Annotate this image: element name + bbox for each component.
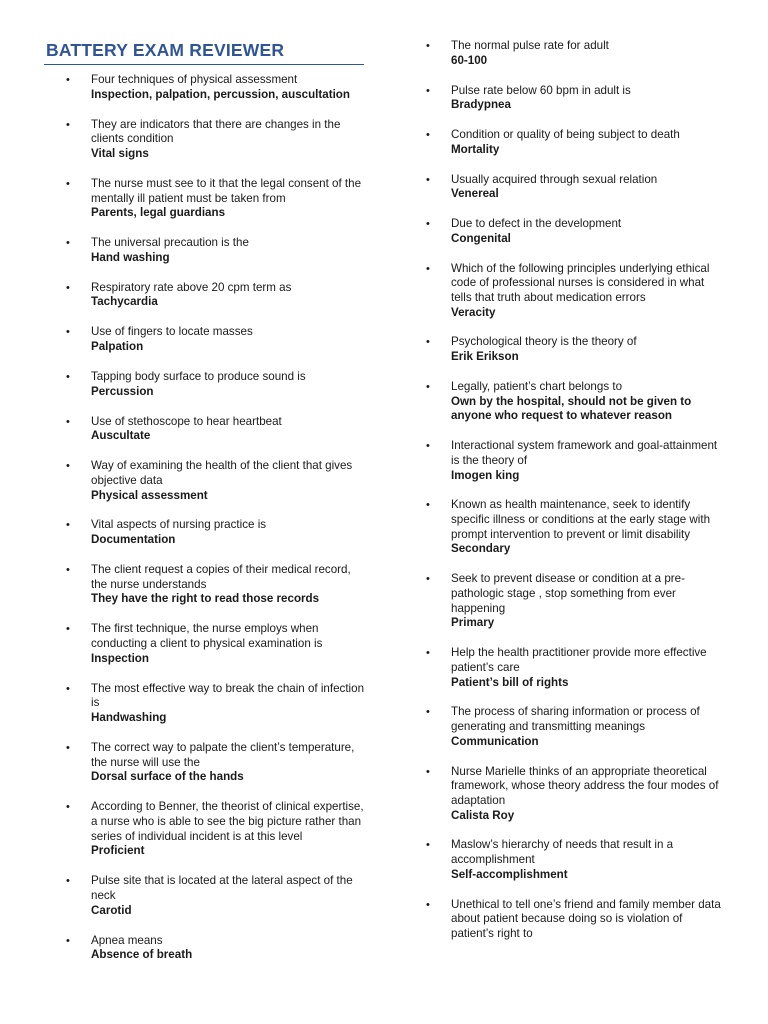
list-item bbox=[66, 118, 366, 162]
bullet-icon: • bbox=[66, 519, 70, 532]
list-item bbox=[426, 498, 726, 557]
question-text: Apnea means bbox=[91, 933, 163, 947]
answer-text: They have the right to read those records bbox=[91, 592, 320, 606]
answer-text: Tachycardia bbox=[91, 295, 158, 309]
bullet-icon: • bbox=[66, 875, 70, 888]
question-text: Known as health maintenance, seek to identify specific illness or conditions at the early stage with prompt intervention to prevent or limit disability bbox=[451, 498, 711, 541]
answer-text: Percussion bbox=[91, 384, 154, 398]
bullet-icon: • bbox=[66, 326, 70, 339]
list-item bbox=[66, 281, 366, 310]
answer-text: Inspection, palpation, percussion, auscultation bbox=[91, 87, 350, 101]
list-item bbox=[66, 518, 366, 547]
bullet-icon: • bbox=[426, 898, 430, 911]
answer-text: Handwashing bbox=[91, 711, 167, 725]
bullet-icon: • bbox=[426, 129, 430, 141]
answer-text: Patient’s bill of rights bbox=[451, 675, 569, 689]
answer-text: Physical assessment bbox=[91, 488, 208, 502]
list-item bbox=[426, 262, 726, 321]
list-item bbox=[66, 73, 366, 102]
list-item bbox=[66, 622, 366, 666]
bullet-icon: • bbox=[426, 499, 430, 512]
list-item bbox=[426, 39, 726, 68]
bullet-icon: • bbox=[66, 415, 70, 428]
list-item bbox=[66, 177, 366, 221]
list-item bbox=[426, 838, 726, 882]
list-item bbox=[426, 898, 726, 942]
list-item bbox=[426, 84, 726, 113]
list-item bbox=[66, 236, 366, 265]
question-text: Usually acquired through sexual relation bbox=[451, 172, 658, 186]
question-text: Respiratory rate above 20 cpm term as bbox=[91, 280, 292, 294]
question-text: Vital aspects of nursing practice is bbox=[91, 518, 267, 532]
answer-text: Secondary bbox=[451, 542, 511, 556]
answer-text: Inspection bbox=[91, 651, 149, 665]
answer-text: Dorsal surface of the hands bbox=[91, 770, 244, 784]
answer-text: Communication bbox=[451, 734, 539, 748]
bullet-icon: • bbox=[426, 573, 430, 586]
question-text: Pulse site that is located at the lateral aspect of the neck bbox=[91, 874, 353, 902]
bullet-icon: • bbox=[426, 84, 430, 97]
answer-text: Vital signs bbox=[91, 147, 149, 160]
bullet-icon: • bbox=[66, 281, 70, 294]
answer-text: Self-accomplishment bbox=[451, 867, 568, 881]
bullet-icon: • bbox=[66, 741, 70, 754]
question-text: The correct way to palpate the client’s temperature, the nurse will use the bbox=[91, 740, 355, 769]
list-item bbox=[66, 800, 366, 859]
bullet-icon: • bbox=[66, 934, 70, 947]
answer-text: Palpation bbox=[91, 340, 144, 354]
list-item bbox=[426, 705, 726, 749]
answer-text: Own by the hospital, should not be given to anyone who request to whatever reason bbox=[451, 394, 692, 423]
question-text: The normal pulse rate for adult bbox=[451, 39, 609, 52]
bullet-icon: • bbox=[66, 564, 70, 577]
answer-text: Veracity bbox=[451, 305, 496, 319]
bullet-icon: • bbox=[426, 765, 430, 778]
bullet-icon: • bbox=[426, 380, 430, 393]
list-item bbox=[426, 128, 726, 157]
answer-text: Bradypnea bbox=[451, 98, 511, 112]
bullet-icon: • bbox=[426, 40, 430, 52]
answer-text: Carotid bbox=[91, 903, 132, 917]
bullet-icon: • bbox=[66, 623, 70, 636]
question-text: Which of the following principles underlying ethical code of professional nurses is considered in what tells that truth about medication errors bbox=[451, 261, 710, 304]
question-text: Way of examining the health of the client that gives objective data bbox=[91, 459, 353, 487]
bullet-icon: • bbox=[426, 706, 430, 719]
bullet-icon: • bbox=[66, 237, 70, 250]
bullet-icon: • bbox=[66, 177, 70, 190]
question-text: According to Benner, the theorist of clinical expertise, a nurse who is able to see the big picture rather than series of individual incident is at this level bbox=[91, 800, 364, 843]
question-text: Unethical to tell one’s friend and family member data about patient because doing so is violation of patient’s right to bbox=[451, 897, 721, 941]
list-item bbox=[66, 682, 366, 726]
left-column-list bbox=[66, 73, 366, 978]
answer-text: Mortality bbox=[451, 142, 500, 156]
question-text: Pulse rate below 60 bpm in adult is bbox=[451, 83, 631, 97]
answer-text: Parents, legal guardians bbox=[91, 206, 226, 220]
bullet-icon: • bbox=[66, 801, 70, 814]
question-text: Use of fingers to locate masses bbox=[91, 325, 253, 339]
right-column-list bbox=[426, 39, 726, 957]
answer-text: Calista Roy bbox=[451, 808, 515, 822]
bullet-icon: • bbox=[66, 74, 70, 86]
answer-text: Auscultate bbox=[91, 429, 151, 443]
question-text: The process of sharing information or process of generating and transmitting meanings bbox=[451, 705, 700, 734]
answer-text: Congenital bbox=[451, 231, 511, 245]
question-text: Four techniques of physical assessment bbox=[91, 73, 298, 86]
answer-text: Proficient bbox=[91, 844, 145, 858]
list-item bbox=[426, 380, 726, 424]
answer-text: Venereal bbox=[451, 187, 499, 201]
answer-text: Hand washing bbox=[91, 250, 170, 264]
question-text: Help the health practitioner provide more effective patient’s care bbox=[451, 646, 707, 674]
bullet-icon: • bbox=[426, 336, 430, 349]
answer-text: Documentation bbox=[91, 533, 176, 547]
question-text: Maslow’s hierarchy of needs that result in a accomplishment bbox=[451, 838, 674, 867]
question-text: Legally, patient’s chart belongs to bbox=[451, 379, 623, 393]
list-item bbox=[66, 741, 366, 785]
answer-text: Absence of breath bbox=[91, 948, 193, 962]
question-text: Seek to prevent disease or condition at a pre-pathologic stage , stop something from ever happening bbox=[451, 572, 685, 615]
list-item bbox=[426, 439, 726, 483]
bullet-icon: • bbox=[66, 118, 70, 131]
list-item bbox=[426, 217, 726, 246]
bullet-icon: • bbox=[66, 460, 70, 473]
question-text: They are indicators that there are changes in the clients condition bbox=[91, 117, 341, 146]
answer-text: 60-100 bbox=[451, 53, 488, 67]
bullet-icon: • bbox=[426, 839, 430, 852]
list-item bbox=[66, 370, 366, 399]
question-text: Nurse Marielle thinks of an appropriate theoretical framework, whose theory address the four modes of adaptation bbox=[451, 764, 719, 807]
list-item bbox=[426, 173, 726, 202]
question-text: Tapping body surface to produce sound is bbox=[91, 369, 306, 383]
question-text: Due to defect in the development bbox=[451, 217, 622, 230]
list-item bbox=[66, 325, 366, 354]
list-item bbox=[426, 572, 726, 631]
list-item bbox=[66, 874, 366, 918]
bullet-icon: • bbox=[426, 218, 430, 230]
question-text: Use of stethoscope to hear heartbeat bbox=[91, 414, 282, 428]
question-text: The client request a copies of their medical record, the nurse understands bbox=[91, 563, 351, 591]
bullet-icon: • bbox=[426, 262, 430, 275]
bullet-icon: • bbox=[426, 440, 430, 453]
list-item bbox=[66, 934, 366, 963]
question-text: The most effective way to break the chain of infection is bbox=[91, 681, 365, 710]
question-text: The first technique, the nurse employs when conducting a client to physical examination is bbox=[91, 622, 323, 651]
title-underline bbox=[44, 64, 364, 65]
answer-text: Primary bbox=[451, 616, 495, 630]
question-text: Interactional system framework and goal-attainment is the theory of bbox=[451, 439, 718, 467]
question-text: The universal precaution is the bbox=[91, 236, 249, 250]
answer-text: Erik Erikson bbox=[451, 350, 519, 364]
bullet-icon: • bbox=[66, 682, 70, 695]
question-text: Psychological theory is the theory of bbox=[451, 335, 637, 349]
page-title: BATTERY EXAM REVIEWER bbox=[46, 40, 285, 60]
question-text: The nurse must see to it that the legal consent of the mentally ill patient must be taken from bbox=[91, 176, 362, 205]
question-text: Condition or quality of being subject to death bbox=[451, 128, 680, 141]
list-item bbox=[66, 563, 366, 607]
bullet-icon: • bbox=[426, 647, 430, 660]
list-item bbox=[66, 459, 366, 503]
bullet-icon: • bbox=[426, 173, 430, 186]
list-item bbox=[426, 646, 726, 690]
bullet-icon: • bbox=[66, 370, 70, 383]
list-item bbox=[426, 335, 726, 364]
answer-text: Imogen king bbox=[451, 468, 520, 482]
list-item bbox=[66, 415, 366, 444]
list-item bbox=[426, 765, 726, 824]
